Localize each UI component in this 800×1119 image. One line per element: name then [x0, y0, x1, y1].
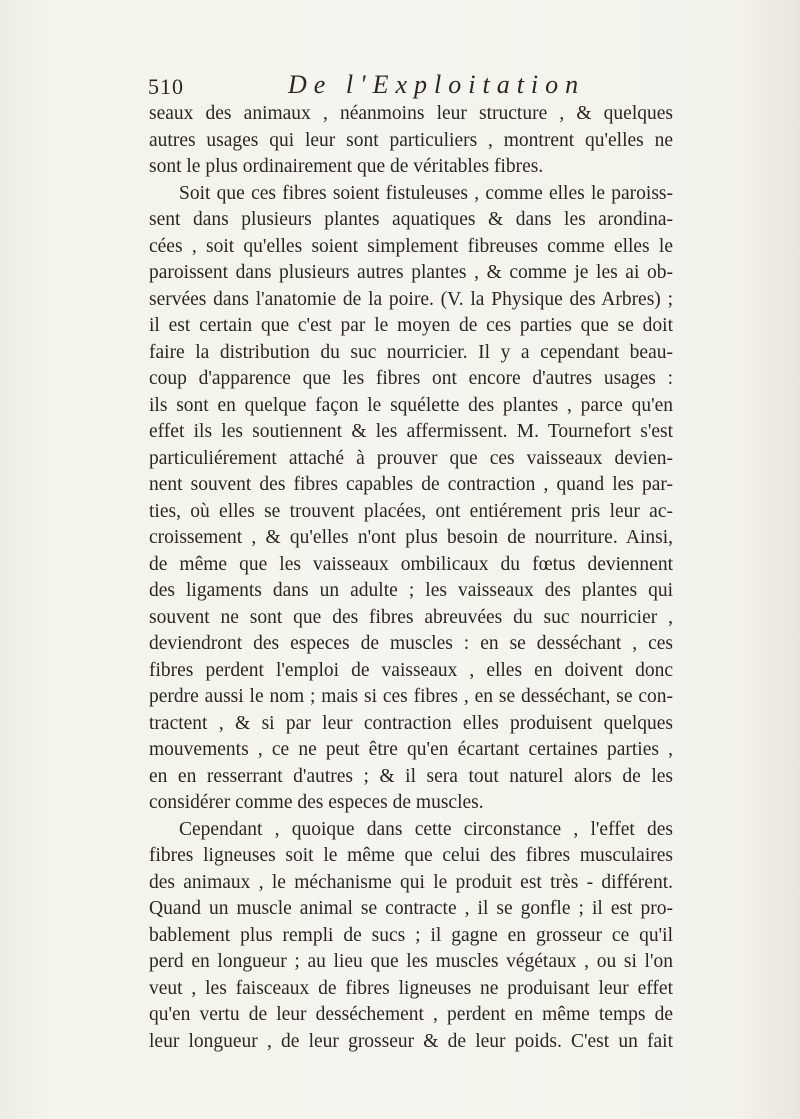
text-line: fibres perdent l'emploi de vaisseaux , elles en doivent donc — [149, 659, 673, 681]
text-line: leur longueur , de leur grosseur & de leur poids. C'est un fait — [149, 1030, 673, 1052]
text-line: ties, où elles se trouvent placées, ont entiérement pris leur ac- — [149, 500, 673, 522]
text-line: faire la distribution du suc nourricier. Il y a cependant beau- — [149, 341, 673, 363]
body-text — [149, 101, 673, 1055]
text-line: il est certain que c'est par le moyen de ces parties que se doit — [149, 315, 673, 336]
text-line: tractent , & si par leur contraction elles produisent quelques — [149, 712, 673, 734]
text-line: considérer comme des especes de muscles. — [149, 792, 484, 813]
text-line: veut , les faisceaux de fibres ligneuses ne produisant leur effet — [149, 977, 673, 999]
text-line: souvent ne sont que des fibres abreuvées du suc nourricier , — [149, 606, 673, 628]
text-line: autres usages qui leur sont particuliers , montrent qu'elles ne — [149, 129, 673, 151]
text-line: coup d'apparence que les fibres ont encore d'autres usages : — [149, 368, 673, 389]
text-line: en en resserrant d'autres ; & il sera tout naturel alors de les — [149, 765, 673, 787]
text-line: croissement , & qu'elles n'ont plus besoin de nourriture. Ainsi, — [149, 527, 673, 548]
page-header — [148, 70, 668, 102]
text-line: cées , soit qu'elles soient simplement fibreuses comme elles le — [149, 235, 673, 257]
text-line: fibres ligneuses soit le même que celui des fibres musculaires — [149, 845, 673, 866]
text-line: deviendront des especes de muscles : en se desséchant , ces — [149, 633, 673, 654]
text-line: servées dans l'anatomie de la poire. (V. la Physique des Arbres) ; — [149, 288, 673, 310]
text-line: seaux des animaux , néanmoins leur structure , & quelques — [149, 103, 673, 124]
text-line: des animaux , le méchanisme qui le produit est très - différent. — [149, 871, 673, 893]
text-line: Soit que ces fibres soient fistuleuses , comme elles le paroiss- — [179, 182, 673, 204]
text-line: qu'en vertu de leur desséchement , perdent en même temps de — [149, 1004, 673, 1025]
text-line: particuliérement attaché à prouver que ces vaisseaux devien- — [149, 447, 673, 469]
text-line: sont le plus ordinairement que de véritables fibres. — [149, 156, 544, 177]
text-line: ils sont en quelque façon le squélette des plantes , parce qu'en — [149, 394, 673, 416]
text-line: de même que les vaisseaux ombilicaux du fœtus deviennent — [149, 553, 673, 575]
page-number: 510 — [148, 74, 184, 99]
text-line: Cependant , quoique dans cette circonstance , l'effet des — [179, 818, 673, 840]
text-line: effet ils les soutiennent & les affermissent. M. Tournefort s'est — [149, 421, 673, 442]
text-line: nent souvent des fibres capables de contraction , quand les par- — [149, 474, 673, 495]
text-line: Quand un muscle animal se contracte , il se gonfle ; il est pro- — [149, 898, 673, 919]
text-line: paroissent dans plusieurs autres plantes , & comme je les ai ob- — [149, 262, 673, 283]
text-line: des ligaments dans un adulte ; les vaisseaux des plantes qui — [149, 580, 673, 601]
text-line: perdre aussi le nom ; mais si ces fibres , en se desséchant, se con- — [149, 686, 673, 707]
text-line: bablement plus rempli de sucs ; il gagne en grosseur ce qu'il — [149, 924, 673, 946]
text-line: perd en longueur ; au lieu que les muscles végétaux , ou si l'on — [149, 951, 673, 972]
running-title: De l'Exploitation — [288, 70, 586, 99]
text-line: sent dans plusieurs plantes aquatiques & dans les arondina- — [149, 209, 673, 230]
text-line: mouvements , ce ne peut être qu'en écartant certaines parties , — [149, 739, 673, 760]
